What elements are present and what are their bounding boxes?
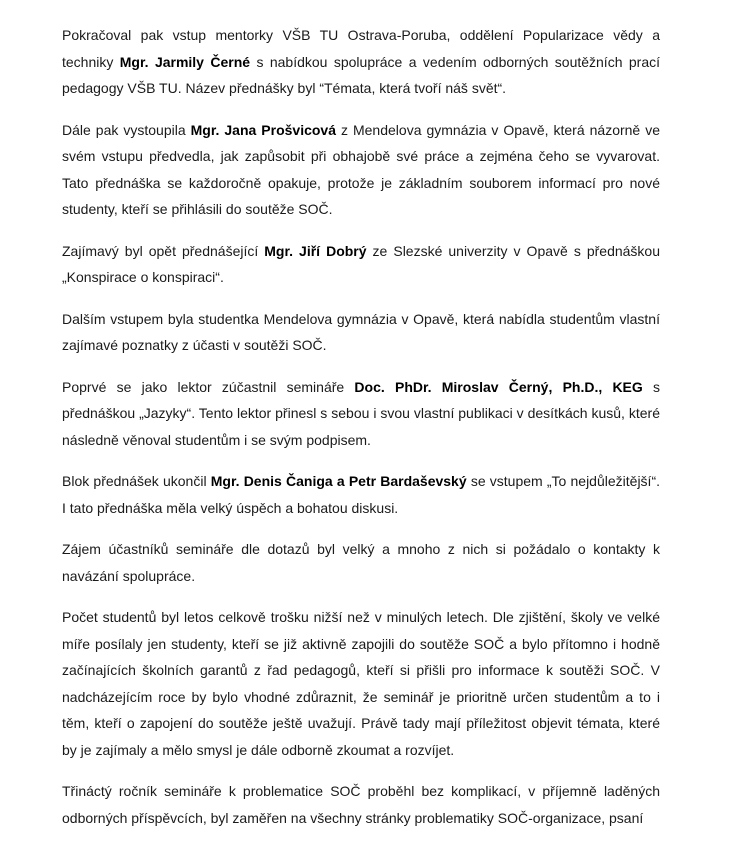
document-page bbox=[62, 22, 660, 846]
paragraph-3-text-a: Zajímavý byl opět přednášející bbox=[62, 242, 265, 259]
paragraph-2-name: Mgr. Jana Prošvicová bbox=[190, 121, 336, 138]
paragraph-2-text-a: Dále pak vystoupila bbox=[62, 121, 191, 138]
paragraph-1-text-a: Pokračoval pak vstup mentorky VŠB TU Ostrava-Poruba, oddělení Popularizace vědy a techniky bbox=[62, 27, 660, 70]
paragraph-4 bbox=[62, 306, 660, 359]
paragraph-2 bbox=[62, 117, 660, 223]
paragraph-2-text-b: z Mendelova gymnázia v Opavě, která názorně ve svém vstupu předvedla, jak zapůsobit při obhajobě své práce a zejména čeho se vyvarovat. Tato přednáška se každoročně opakuje, protože je základním souborem informací pro nové studenty, kteří se přihlásili do soutěže SOČ. bbox=[62, 121, 660, 217]
paragraph-1-text-b: s nabídkou spolupráce a vedením odborných soutěžních prací pedagogy VŠB TU. Název přednášky byl “Témata, která tvoří náš svět“. bbox=[62, 53, 661, 96]
paragraph-6-text-b: se vstupem „To nejdůležitější“. I tato přednáška měla velký úspěch a bohatou diskusi. bbox=[62, 473, 660, 516]
paragraph-5-text-b: s přednáškou „Jazyky“. Tento lektor přinesl s sebou i svou vlastní publikaci v desítkách kusů, které následně věnoval studentům i se svým podpisem. bbox=[62, 378, 661, 448]
paragraph-8-text-a: Počet studentů byl letos celkově trošku nižší než v minulých letech. Dle zjištění, školy ve velké míře posílaly jen studenty, kteří se již aktivně zapojili do soutěže SOČ a bylo přítomno i hodně začínajících školních garantů z řad pedagogů, kteří si přišli pro informace k soutěži SOČ. V nadcházejícím roce by bylo vhodné zdůraznit, že seminář je prioritně určen studentům a to i těm, kteří o zapojení do soutěže ještě uvažují. Právě tady mají příležitost objevit témata, které by je zajímaly a mělo smysl je dále odborně zkoumat a rozvíjet. bbox=[62, 609, 660, 758]
paragraph-5 bbox=[62, 374, 660, 454]
paragraph-7 bbox=[62, 536, 660, 589]
paragraph-3-name: Mgr. Jiří Dobrý bbox=[264, 242, 367, 259]
paragraph-7-text-a: Zájem účastníků semináře dle dotazů byl velký a mnoho z nich si požádalo o kontakty k navázání spolupráce. bbox=[62, 541, 660, 584]
paragraph-5-name: Doc. PhDr. Miroslav Černý, Ph.D., KEG bbox=[354, 378, 643, 395]
paragraph-4-text-a: Dalším vstupem byla studentka Mendelova gymnázia v Opavě, která nabídla studentům vlastní zajímavé poznatky z účasti v soutěži SOČ. bbox=[62, 310, 660, 353]
paragraph-6-name: Mgr. Denis Čaniga a Petr Bardaševský bbox=[210, 473, 467, 489]
paragraph-8 bbox=[62, 604, 660, 763]
paragraph-1-name: Mgr. Jarmily Černé bbox=[119, 53, 251, 70]
paragraph-6-text-a: Blok přednášek ukončil bbox=[62, 473, 211, 489]
paragraph-3-text-b: ze Slezské univerzity v Opavě s přednáškou „Konspirace o konspiraci“. bbox=[62, 242, 660, 285]
paragraph-9-text-a: Třináctý ročník semináře k problematice SOČ proběhl bez komplikací, v příjemně laděných odborných příspěvcích, byl zaměřen na všechny stránky problematiky SOČ-organizace, psaní bbox=[62, 783, 660, 826]
paragraph-1 bbox=[62, 22, 660, 102]
paragraph-6 bbox=[62, 468, 660, 521]
paragraph-5-text-a: Poprvé se jako lektor zúčastnil semináře bbox=[62, 378, 355, 395]
paragraph-9 bbox=[62, 778, 660, 831]
paragraph-3 bbox=[62, 238, 660, 291]
